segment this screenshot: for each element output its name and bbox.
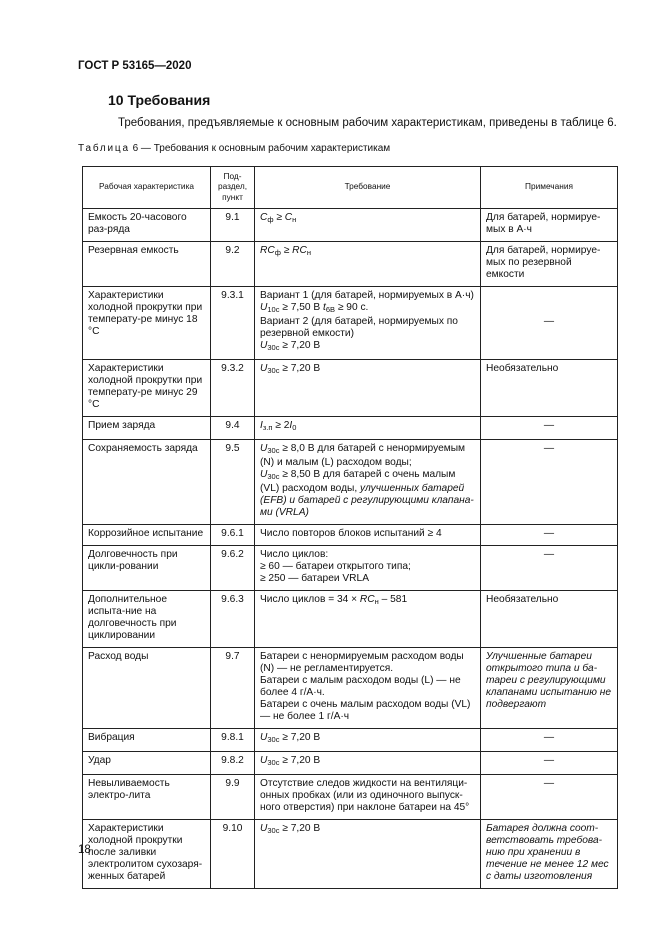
cell-note: — xyxy=(481,729,618,752)
cell-requirement: $C_ф \ge C_н$ xyxy=(255,209,481,242)
cell-requirement: Число циклов = $34 \times RC_н - 581$ xyxy=(255,591,481,648)
cell-note: — xyxy=(481,775,618,820)
cell-note: — xyxy=(481,440,618,525)
cell-requirement: $U_{30с} \ge 7,20$ В xyxy=(255,360,481,417)
cell-characteristic: Долговечность при цикли-ровании xyxy=(83,546,211,591)
cell-note: Для батарей, нормируе-мых в А·ч xyxy=(481,209,618,242)
cell-clause: 9.2 xyxy=(211,242,255,287)
cell-note xyxy=(481,648,618,729)
cell-characteristic: Невыливаемость электро-лита xyxy=(83,775,211,820)
cell-clause: 9.3.1 xyxy=(211,287,255,360)
table-row xyxy=(83,440,618,525)
cell-characteristic: Вибрация xyxy=(83,729,211,752)
cell-note: Необязательно xyxy=(481,591,618,648)
note-italic: Улучшенные батареи открытого типа и ба-тареи с регулирующими клапанами испытанию не подвергают xyxy=(486,651,612,710)
cell-requirement: Отсутствие следов жидкости на вентиляци-онных пробках (или из одиночного выпуск-ного отверстия) при наклоне батареи на 45° xyxy=(255,775,481,820)
table-row xyxy=(83,820,618,889)
table-row xyxy=(83,417,618,440)
cell-characteristic: Емкость 20-часового раз-ряда xyxy=(83,209,211,242)
table-header-row xyxy=(83,167,618,209)
cell-note: — xyxy=(481,752,618,775)
cell-requirement: $RC_ф \ge RC_н$ xyxy=(255,242,481,287)
table-caption xyxy=(78,143,390,154)
cell-clause: 9.6.3 xyxy=(211,591,255,648)
table-row xyxy=(83,242,618,287)
cell-clause: 9.10 xyxy=(211,820,255,889)
header-characteristic: Рабочая характеристика xyxy=(83,167,211,209)
requirements-table xyxy=(82,166,618,889)
standard-designation: ГОСТ Р 53165—2020 xyxy=(78,60,192,72)
cell-clause: 9.8.1 xyxy=(211,729,255,752)
cell-clause: 9.8.2 xyxy=(211,752,255,775)
table-row xyxy=(83,287,618,360)
cell-requirement: $U_{30с} \ge 8,0$ В для батарей с ненормируемым (N) и малым (L) расходом воды; $U_{30с} \ge 8,50$ В для батарей с очень малым (VL) расходом воды, улучшенных батарей (EFB) и батарей с регулирующими клапана-ми (VRLA) xyxy=(255,440,481,525)
table-row xyxy=(83,729,618,752)
table-row xyxy=(83,752,618,775)
cell-characteristic: Сохраняемость заряда xyxy=(83,440,211,525)
cell-note: Для батарей, нормируе-мых по резервной емкости xyxy=(481,242,618,287)
table-caption-text: 6 — Требования к основным рабочим характеристикам xyxy=(129,143,391,154)
cell-clause: 9.6.1 xyxy=(211,525,255,546)
cell-clause: 9.1 xyxy=(211,209,255,242)
cell-note: — xyxy=(481,287,618,360)
cell-requirement: Вариант 1 (для батарей, нормируемых в А·ч) $U_{10с} \ge 7,50$ В $t_{6В} \ge 90$ с. Вариант 2 (для батарей, нормируемых по резервной емкости) $U_{30с} \ge 7,20$ В xyxy=(255,287,481,360)
cell-characteristic: Характеристики холодной прокрутки при температу-ре минус 18 °С xyxy=(83,287,211,360)
cell-note: — xyxy=(481,417,618,440)
cell-characteristic: Дополнительное испыта-ние на долговечность при циклировании xyxy=(83,591,211,648)
cell-clause: 9.9 xyxy=(211,775,255,820)
cell-characteristic: Характеристики холодной прокрутки при температу-ре минус 29 °С xyxy=(83,360,211,417)
cell-characteristic: Расход воды xyxy=(83,648,211,729)
cell-note: Необязательно xyxy=(481,360,618,417)
cell-clause: 9.7 xyxy=(211,648,255,729)
table-row xyxy=(83,360,618,417)
cell-note xyxy=(481,820,618,889)
table-row xyxy=(83,775,618,820)
cell-requirement: $U_{30с} \ge 7,20$ В xyxy=(255,729,481,752)
cell-characteristic: Прием заряда xyxy=(83,417,211,440)
cell-characteristic: Коррозийное испытание xyxy=(83,525,211,546)
section-title: 10 Требования xyxy=(108,92,211,108)
cell-requirement: Число циклов: ≥ 60 — батареи открытого типа; ≥ 250 — батареи VRLA xyxy=(255,546,481,591)
header-requirement: Требование xyxy=(255,167,481,209)
table-row xyxy=(83,591,618,648)
table-row xyxy=(83,525,618,546)
table-row xyxy=(83,209,618,242)
cell-requirement: Число повторов блоков испытаний ≥ 4 xyxy=(255,525,481,546)
req-variant-2: Вариант 2 (для батарей, нормируемых по резервной емкости) xyxy=(260,316,458,339)
req-part: – 581 xyxy=(378,594,408,605)
cell-characteristic: Характеристики холодной прокрутки после заливки электролитом сухозаря-женных батарей xyxy=(83,820,211,889)
cell-characteristic: Удар xyxy=(83,752,211,775)
req-part: ≥ 8,0 В для батарей с ненормируемым (N) и малым (L) расходом воды; xyxy=(260,443,466,468)
cell-characteristic: Резервная емкость xyxy=(83,242,211,287)
req-part-italic: улучшенных батарей (EFB) и батарей с регулирующими клапана-ми (VRLA) xyxy=(260,483,474,518)
req-part: Число циклов = 34 × xyxy=(260,594,360,605)
intro-paragraph: Требования, предъявляемые к основным рабочим характеристикам, приведены в таблице 6. xyxy=(118,117,617,129)
table-row xyxy=(83,546,618,591)
cell-clause: 9.6.2 xyxy=(211,546,255,591)
cell-requirement: $U_{30с} \ge 7,20$ В xyxy=(255,820,481,889)
table-row xyxy=(83,648,618,729)
cell-requirement: Батареи с ненормируемым расходом воды (N) — не регламентируется. Батареи с малым расходом воды (L) — не более 4 г/А·ч. Батареи с очень малым расходом воды (VL) — не более 1 г/А·ч xyxy=(255,648,481,729)
header-clause: Под- раздел, пункт xyxy=(211,167,255,209)
cell-note: — xyxy=(481,546,618,591)
cell-clause: 9.3.2 xyxy=(211,360,255,417)
cell-clause: 9.5 xyxy=(211,440,255,525)
req-part: ≥ 8,50 В для батарей с очень малым (VL) расходом воды, xyxy=(260,469,456,494)
cell-note: — xyxy=(481,525,618,546)
table-caption-label: Таблица xyxy=(78,143,130,154)
header-note: Примечания xyxy=(481,167,618,209)
req-variant-1: Вариант 1 (для батарей, нормируемых в А·ч) xyxy=(260,290,474,301)
cell-requirement: $I_{з.п} \ge 2I_0$ xyxy=(255,417,481,440)
cell-requirement: $U_{30с} \ge 7,20$ В xyxy=(255,752,481,775)
page-number: 18 xyxy=(78,844,91,856)
cell-clause: 9.4 xyxy=(211,417,255,440)
note-italic: Батарея должна соот-ветствовать требова-нию при хранении в течение не менее 12 мес с даты изготовления xyxy=(486,823,609,882)
